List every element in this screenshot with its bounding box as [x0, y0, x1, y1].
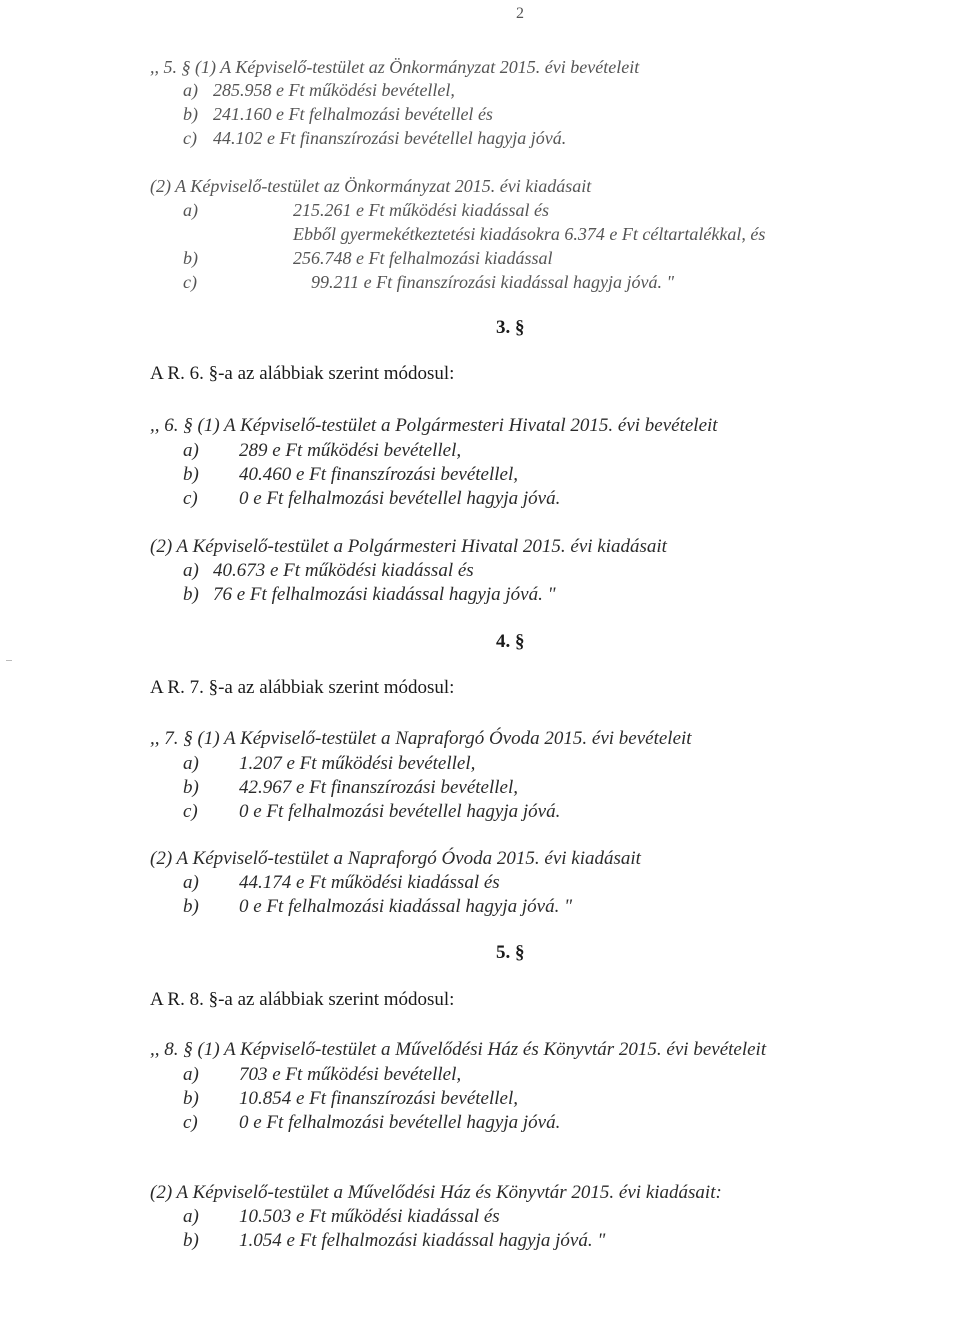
item-text: 10.503 e Ft működési kiadással és [239, 1206, 500, 1227]
item-text: 40.673 e Ft működési kiadással és [213, 560, 474, 581]
s6-p1-head: ,, 6. § (1) A Képviselő-testület a Polgármesteri Hivatal 2015. évi bevételeit [150, 415, 718, 436]
s7-p1-item-a [183, 754, 475, 773]
item-text: 703 e Ft működési bevétellel, [239, 1064, 462, 1085]
s5-p2-item-a [183, 201, 549, 219]
item-label: c) [183, 801, 198, 822]
item-text: 44.174 e Ft működési kiadással és [239, 872, 500, 893]
s6-p1-item-b [183, 465, 518, 484]
item-label: b) [183, 464, 199, 485]
item-text: 0 e Ft felhalmozási bevétellel hagyja jóvá. [239, 488, 561, 509]
section-4-intro: A R. 7. §-a az alábbiak szerint módosul: [150, 677, 455, 698]
s7-p1-head: ,, 7. § (1) A Képviselő-testület a Napraforgó Óvoda 2015. évi bevételeit [150, 728, 692, 749]
s7-p1-item-c [183, 802, 560, 821]
item-label: a) [183, 200, 198, 220]
s6-p1-item-a [183, 441, 461, 460]
s8-p2-item-b [183, 1231, 605, 1250]
item-text: 0 e Ft felhalmozási bevétellel hagyja jóvá. [239, 801, 561, 822]
s5-p1-item-a [183, 81, 455, 99]
item-label: b) [183, 584, 199, 605]
item-text: 99.211 e Ft finanszírozási kiadással hagyja jóvá. " [311, 272, 675, 292]
item-label: b) [183, 248, 198, 268]
item-text: 0 e Ft felhalmozási bevétellel hagyja jóvá. [239, 1112, 561, 1133]
item-text: 42.967 e Ft finanszírozási bevétellel, [239, 777, 518, 798]
s5-p1-item-c [183, 129, 566, 147]
s6-p2-head: (2) A Képviselő-testület a Polgármesteri Hivatal 2015. évi kiadásait [150, 536, 667, 557]
section-3-intro: A R. 6. §-a az alábbiak szerint módosul: [150, 363, 455, 384]
item-text: 40.460 e Ft finanszírozási bevétellel, [239, 464, 518, 485]
s5-p2-item-c [183, 273, 674, 291]
s6-p1-item-c [183, 489, 560, 508]
item-label: a) [183, 80, 198, 100]
item-label: a) [183, 1206, 199, 1227]
item-label: a) [183, 753, 199, 774]
s8-p1-item-c [183, 1113, 560, 1132]
item-text: 1.207 e Ft működési bevétellel, [239, 753, 476, 774]
item-label: c) [183, 272, 197, 292]
item-text: 1.054 e Ft felhalmozási kiadással hagyja jóvá. " [239, 1230, 606, 1251]
s5-p2-head: (2) A Képviselő-testület az Önkormányzat 2015. évi kiadásait [150, 176, 592, 196]
margin-mark [6, 660, 12, 661]
s8-p2-item-a [183, 1207, 500, 1226]
s7-p2-head: (2) A Képviselő-testület a Napraforgó Óvoda 2015. évi kiadásait [150, 848, 641, 869]
item-text: 241.160 e Ft felhalmozási bevétellel és [213, 104, 493, 124]
s7-p1-item-b [183, 778, 518, 797]
s8-p1-head: ,, 8. § (1) A Képviselő-testület a Művelődési Ház és Könyvtár 2015. évi bevételeit [150, 1039, 767, 1060]
s7-p2-item-b [183, 897, 572, 916]
s6-p2-item-a [183, 561, 474, 580]
item-label: a) [183, 1064, 199, 1085]
item-text: 256.748 e Ft felhalmozási kiadással [293, 248, 553, 268]
item-label: a) [183, 560, 199, 581]
item-label: b) [183, 1230, 199, 1251]
s5-p2-item-a-sub: Ebből gyermekétkeztetési kiadásokra 6.374 e Ft céltartalékkal, és [293, 224, 766, 244]
s8-p1-item-a [183, 1065, 461, 1084]
section-4-title: 4. § [496, 631, 525, 652]
s6-p2-item-b [183, 585, 556, 604]
item-label: b) [183, 896, 199, 917]
page-number: 2 [516, 5, 524, 22]
item-label: b) [183, 104, 198, 124]
item-label: b) [183, 777, 199, 798]
item-text: 289 e Ft működési bevétellel, [239, 440, 462, 461]
item-label: a) [183, 440, 199, 461]
s8-p2-head: (2) A Képviselő-testület a Művelődési Ház és Könyvtár 2015. évi kiadásait: [150, 1182, 722, 1203]
item-label: a) [183, 872, 199, 893]
item-text: 44.102 e Ft finanszírozási bevétellel hagyja jóvá. [213, 128, 567, 148]
item-label: c) [183, 488, 198, 509]
item-label: b) [183, 1088, 199, 1109]
item-text: 76 e Ft felhalmozási kiadással hagyja jóvá. " [213, 584, 556, 605]
item-text: 285.958 e Ft működési bevétellel, [213, 80, 455, 100]
s8-p1-item-b [183, 1089, 518, 1108]
s7-p2-item-a [183, 873, 500, 892]
s5-p1-item-b [183, 105, 493, 123]
section-5-intro: A R. 8. §-a az alábbiak szerint módosul: [150, 989, 455, 1010]
item-text: 10.854 e Ft finanszírozási bevétellel, [239, 1088, 518, 1109]
s5-p2-item-b [183, 249, 553, 267]
item-text: 215.261 e Ft működési kiadással és [293, 200, 549, 220]
section-3-title: 3. § [496, 317, 525, 338]
section-5-title: 5. § [496, 942, 525, 963]
item-label: c) [183, 1112, 198, 1133]
s5-p1-head: ,, 5. § (1) A Képviselő-testület az Önkormányzat 2015. évi bevételeit [150, 57, 640, 77]
item-label: c) [183, 128, 197, 148]
item-text: 0 e Ft felhalmozási kiadással hagyja jóvá. " [239, 896, 573, 917]
